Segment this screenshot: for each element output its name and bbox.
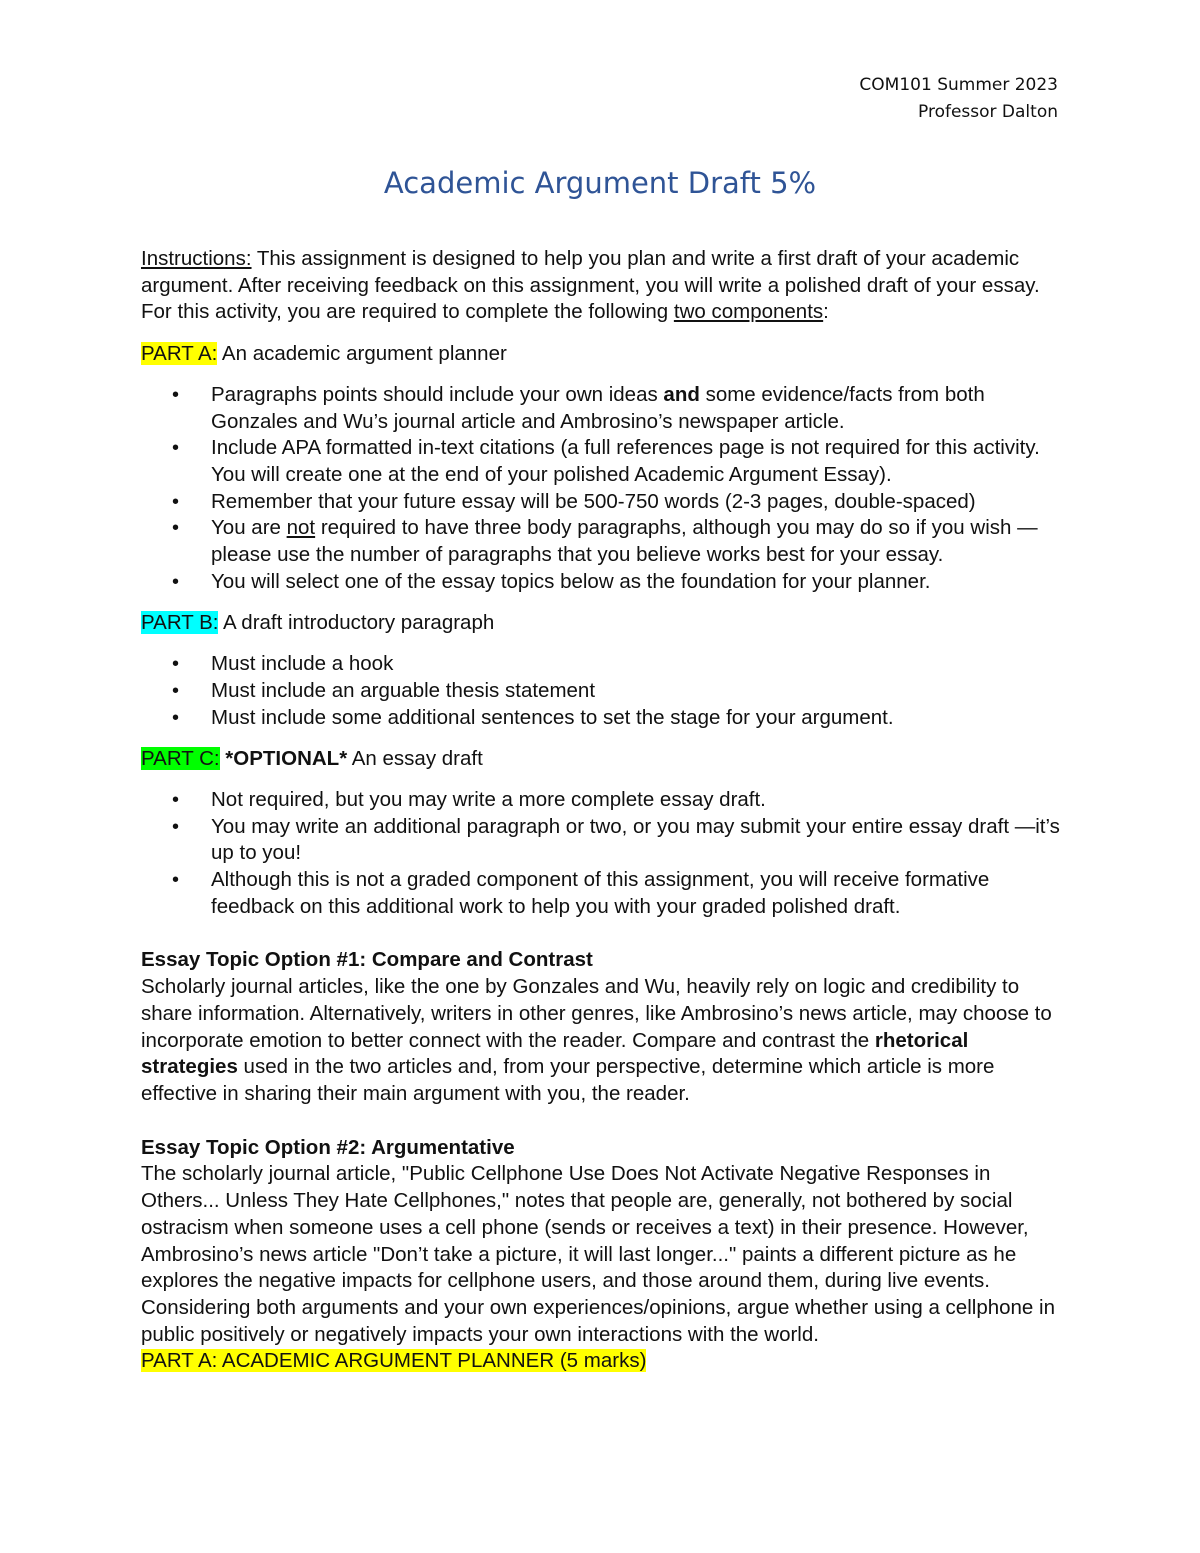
list-item: • Must include an arguable thesis statement (141, 678, 1061, 705)
planner-heading (141, 1348, 1061, 1375)
document-title: Academic Argument Draft 5% (383, 166, 817, 200)
part-c-label: PART C: (141, 746, 220, 770)
professor-label: Professor Dalton (918, 102, 1058, 122)
list-item-bold: and (663, 382, 700, 406)
list-item: • Include APA formatted in-text citations (a full references page is not required for this activity. You will create one at the end of your polished Academic Argument Essay). (141, 435, 1061, 488)
page-header (859, 72, 1058, 126)
part-c-heading (141, 746, 1061, 773)
part-b-list (141, 651, 1061, 731)
planner-heading-text: PART A: ACADEMIC ARGUMENT PLANNER (5 marks) (141, 1349, 647, 1373)
part-c-text: An essay draft (347, 746, 483, 770)
part-b-text: A draft introductory paragraph (218, 610, 495, 634)
list-item: • Although this is not a graded component of this assignment, you will receive formative feedback on this additional work to help you with your graded polished draft. (141, 867, 1061, 920)
topic-2-heading: Essay Topic Option #2: Argumentative (141, 1135, 515, 1159)
topic-1-text-part: Scholarly journal articles, like the one by Gonzales and Wu, heavily rely on logic and credibility to share information. Alternatively, writers in other genres, like Ambrosino’s news article, may choose to incorporate emotion to better connect with the reader. Compare and contrast the (141, 975, 1052, 1052)
instructions-end: : (823, 300, 829, 324)
topic-2-text: The scholarly journal article, "Public Cellphone Use Does Not Activate Negative Responses in Others... Unless They Hate Cellphones," notes that people are, generally, not bothered by social ostracism when someone uses a cell phone (sends or receives a text) in their presence. However, Ambrosino’s news article "Don’t take a picture, it will last longer..." paints a different picture as he explores the negative impacts for cellphone users, and those around them, during live events. Considering both arguments and your own experiences/opinions, argue whether using a cellphone in public positively or negatively impacts your own interactions with the world. (141, 1162, 1055, 1346)
course-label: COM101 Summer 2023 (859, 75, 1058, 95)
list-item: • Must include a hook (141, 651, 1061, 678)
list-item: • Remember that your future essay will be 500-750 words (2-3 pages, double-spaced) (141, 489, 1061, 516)
topic-1-bold: rhetorical strategies (141, 1028, 969, 1079)
document-body (141, 246, 1061, 1375)
part-a-heading (141, 341, 1061, 368)
part-a-list (141, 382, 1061, 596)
list-item: • Must include some additional sentences to set the stage for your argument. (141, 705, 1061, 732)
list-item-underline: not (286, 516, 316, 540)
list-item: • You may write an additional paragraph or two, or you may submit your entire essay draft —it’s up to you! (141, 814, 1061, 867)
list-item-text: You are (211, 516, 287, 540)
part-b-label: PART B: (141, 610, 219, 634)
topic-1-text (141, 974, 1061, 1108)
instructions-paragraph (141, 246, 1061, 326)
list-item-text: some evidence/facts from both Gonzales and Wu’s journal article and Ambrosino’s newspaper article. (211, 382, 985, 433)
list-item: • You will select one of the essay topics below as the foundation for your planner. (141, 569, 1061, 596)
part-a-text: An academic argument planner (217, 341, 507, 365)
list-item: • Not required, but you may write a more complete essay draft. (141, 787, 1061, 814)
list-item-text: required to have three body paragraphs, although you may do so if you wish —please use the number of paragraphs that you believe works best for your essay. (211, 516, 1038, 567)
part-c-optional: *OPTIONAL* (219, 746, 348, 770)
two-components-text: two components (673, 300, 824, 324)
topic-1-heading: Essay Topic Option #1: Compare and Contrast (141, 948, 593, 972)
topic-1-text-part: used in the two articles and, from your perspective, determine which article is more effective in sharing their main argument with you, the reader. (141, 1055, 995, 1105)
topic-1-section (141, 947, 1061, 1107)
instructions-label: Instructions: (141, 247, 252, 270)
part-c-list (141, 787, 1061, 921)
list-item-text: Paragraphs points should include your own ideas (211, 382, 664, 406)
topic-2-section (141, 1135, 1061, 1375)
instructions-text: This assignment is designed to help you plan and write a first draft of your academic argument. After receiving feedback on this assignment, you will write a polished draft of your essay. For this activity, you are required to complete the following (141, 247, 1040, 324)
list-item (141, 382, 1061, 435)
list-item (141, 515, 1061, 568)
part-a-label: PART A: (141, 341, 218, 365)
part-b-heading (141, 610, 1061, 637)
